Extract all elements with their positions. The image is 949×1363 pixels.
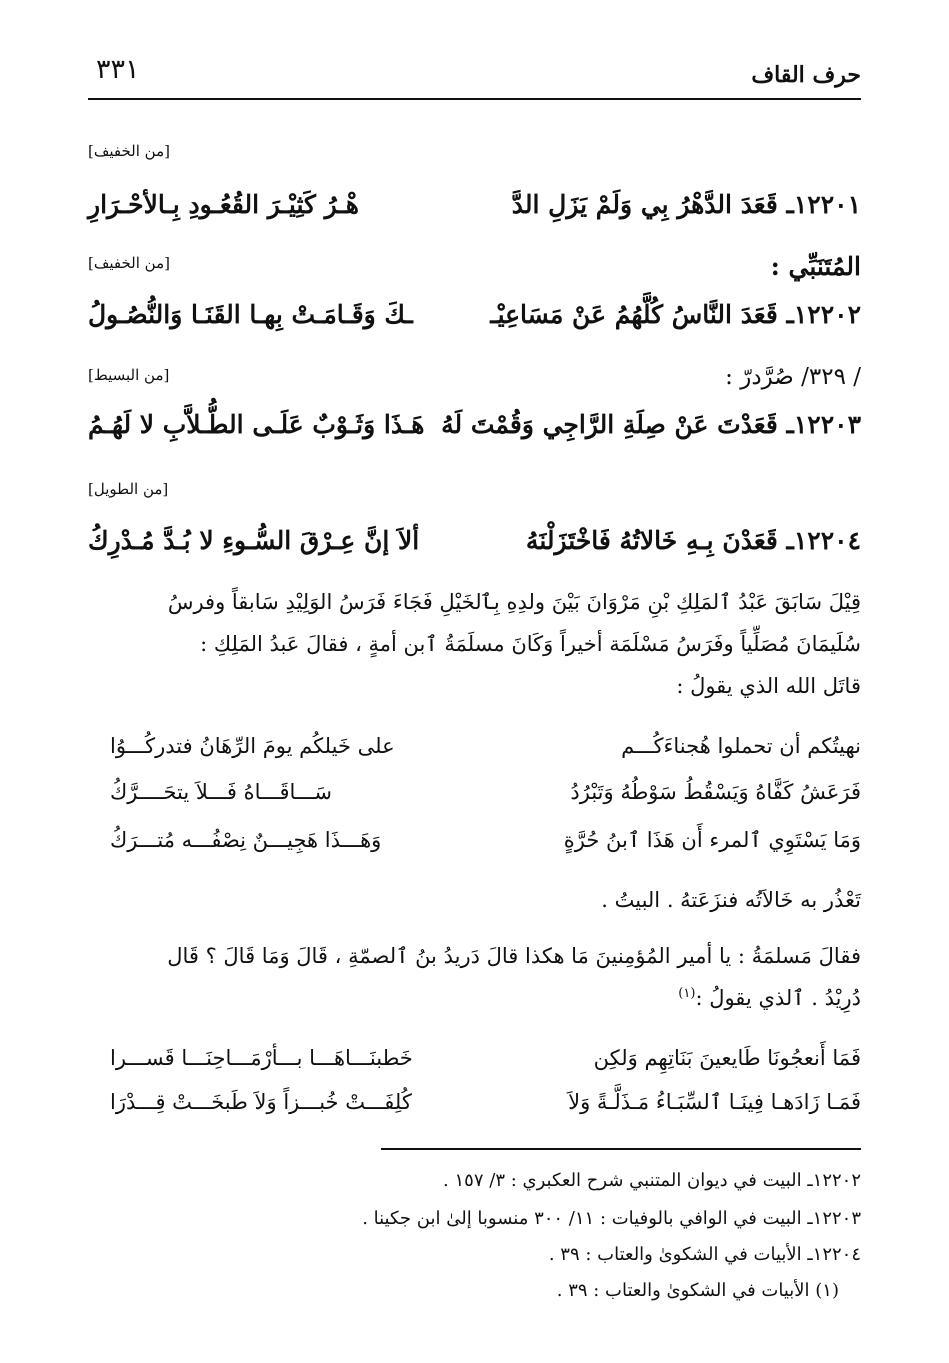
prose-line: قِيْلَ سَابَقَ عَبْدُ ٱلمَلِكِ بْنِ مَرْوَانَ بَيْنَ ولدِهِ بِٱلخَيْلِ فَجَاءَ فَرَسُ الوَلِيْدِ سَابقاً وفرسُ xyxy=(167,590,861,614)
first-hemistich: نهيتُكم أن تحملوا هُجناءَكُـــم xyxy=(621,734,861,758)
prose-line xyxy=(88,986,861,1010)
second-hemistich: خَطبنَـــاهَـــا بـــأرْمَـــاحِنَـــا قَســـرا xyxy=(110,1046,413,1070)
quoted-verse xyxy=(110,1046,861,1082)
section-title: حرف القاف xyxy=(751,62,861,88)
quoted-verse xyxy=(110,828,861,864)
first-hemistich: فَمَا أَنعجُونَا طَايعينَ بَنَاتِهِم وَلكِن xyxy=(593,1046,861,1070)
meter-label: [من الخفيف] xyxy=(88,142,170,160)
prose-line: سُلَيمَانَ مُصَلِّياً وفَرَسُ مَسْلَمَة أخيراً وَكَانَ مسلَمَةُ ٱبن أمةٍ ، فقالَ عَبدُ المَلِكِ : xyxy=(200,632,861,656)
second-hemistich: سَـــاقَـــاهُ فَـــلاَ يتحَــــرَّكُ xyxy=(110,780,332,804)
verse-12203 xyxy=(88,410,861,450)
prose-line: قاتَل الله الذي يقولُ : xyxy=(676,674,861,698)
header-rule xyxy=(88,98,861,100)
prose-text: دُرِيْدُ . ٱلذي يقولُ : xyxy=(695,986,861,1010)
meter-label: [من الطويل] xyxy=(88,480,169,498)
poet-name: / ٣٢٩/ صُرَّدرّ : xyxy=(725,364,861,390)
footnote: ١٢٢٠٤ـ الأبيات في الشكوىٰ والعتاب : ٣٩ . xyxy=(548,1244,861,1265)
quoted-verse xyxy=(110,1090,861,1126)
prose-line: فقالَ مَسلمَةُ : يا أمير المُؤمِنينَ مَا هكذا قالَ دَريدُ بنُ ٱلصمّةِ ، قَالَ وَمَا قَالَ ؟ قَال xyxy=(167,944,861,968)
first-hemistich: ١٢٢٠٤ـ قَعَدْنَ بِـهِ خَالاتُهُ فَاخْتَزَلْنَهُ xyxy=(525,526,861,555)
verse-12201 xyxy=(88,190,861,230)
verse-12204 xyxy=(88,526,861,566)
meter-label: [من الخفيف] xyxy=(88,254,170,272)
page-number: ٣٣١ xyxy=(96,54,140,85)
quoted-verse xyxy=(110,734,861,770)
first-hemistich: ١٢٢٠٣ـ قَعَدْتَ عَنْ صِلَةِ الرَّاجِي وَقُمْتَ لَهُ xyxy=(441,410,861,439)
second-hemistich: ـكَ وَقَـامَـتْ بِهـا القَنَـا وَالنُّصُـولُ xyxy=(88,300,413,329)
verse-12202 xyxy=(88,300,861,340)
second-hemistich: هْـرُ كَثِيْـرَ القُعُـودِ بِـالأحْـرَارِ xyxy=(88,190,359,219)
footnote-marker: (١) xyxy=(678,986,696,1001)
second-hemistich: وَهَـــذَا هَجِيـــنٌ نِصْفُـــه مُتـــرَكُ xyxy=(110,828,382,852)
second-hemistich: ألاَ إنَّ عِـرْقَ السُّـوءِ لا بُـدَّ مُـدْرِكُ xyxy=(88,526,420,555)
footnote: ١٢٢٠٢ـ البيت في ديوان المتنبي شرح العكبري : ٣/ ١٥٧ . xyxy=(443,1170,861,1191)
prose-line: تَعْذُر به خَالاَتُه فنزَعَتهُ . البيتُ . xyxy=(601,888,861,912)
first-hemistich: فَرَعَشُ كَفَّاهُ وَيَسْقُطُ سَوْطُهُ وَتَبْرُدُ xyxy=(570,780,861,804)
second-hemistich: على خَيلكُم يومَ الرِّهَانُ فتدركُـــوُا xyxy=(110,734,395,758)
first-hemistich: وَمَا يَسْتَوِي ٱلمرء أَن هَذَا ٱبنُ حُرَّةٍ xyxy=(563,828,861,852)
first-hemistich: فَمَـا زَادَهـا فِينَـا ٱلسِّبَـاءُ مَـذَلَّـةً وَلاَ xyxy=(568,1090,861,1114)
footnote-rule xyxy=(381,1148,861,1150)
first-hemistich: ١٢٢٠١ـ قَعَدَ الدَّهْرُ بِي وَلَمْ يَزَلِ الدَّ xyxy=(511,190,861,219)
second-hemistich: كُلِفَـــتْ خُبـــزاً وَلاَ طَبخَـــتْ قِـــدْرَا xyxy=(110,1090,412,1114)
footnote: ١٢٢٠٣ـ البيت في الوافي بالوفيات : ١١/ ٣٠٠ منسوبا إلىٰ ابن جكينا . xyxy=(362,1208,861,1229)
quoted-verse xyxy=(110,780,861,816)
meter-label: [من البسيط] xyxy=(88,366,170,384)
footnote: (١) الأبيات في الشكوىٰ والعتاب : ٣٩ . xyxy=(556,1280,839,1301)
second-hemistich: هَـذَا وَثَـوْبٌ عَلَـى الطُّـلاَّبِ لا لَهُـمُ xyxy=(88,410,425,439)
first-hemistich: ١٢٢٠٢ـ قَعَدَ النَّاسُ كُلَّهُمُ عَنْ مَسَاعِيْـ xyxy=(490,300,861,329)
poet-name: المُتَنَبِّي : xyxy=(770,252,861,281)
